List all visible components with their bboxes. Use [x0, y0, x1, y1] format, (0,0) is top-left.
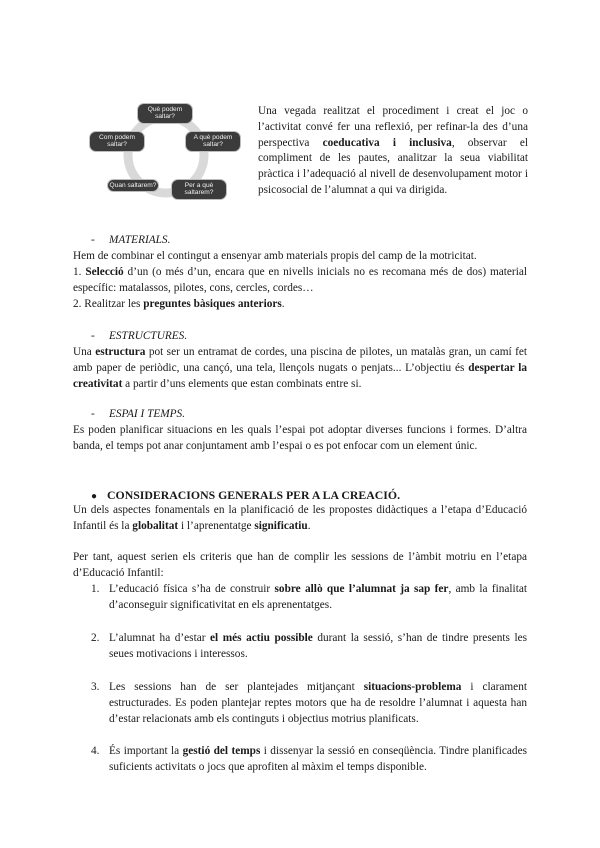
materials-item-2 [73, 297, 285, 313]
intro-paragraph [258, 104, 528, 199]
consideracions-heading-text: CONSIDERACIONS GENERALS PER A LA CREACIÓ. [107, 488, 401, 502]
criteria-item [109, 680, 527, 727]
consideracions-text-1: Un dels aspectes fonamentals en la planificació de les propostes didàctiques a l’etapa d’Educació Infantil és la [73, 504, 527, 532]
consideracions-bold-1: globalitat [132, 519, 179, 532]
criteria-item-text-1: És important la [109, 745, 183, 757]
bullet-icon: ● [91, 491, 98, 502]
criteria-item-bold: sobre allò que l’alumnat ja sap fer [274, 583, 449, 595]
materials-item-1-num: 1. [73, 266, 86, 278]
estructures-bold-2: despertar la creativitat [73, 361, 527, 390]
intro-text-1: Una vegada realitzat el procediment i creat el joc o l’activitat convé fer una reflexió, per refinar-la des d’una perspectiva [258, 105, 528, 149]
criteria-number: 2. [91, 632, 100, 644]
estructures-heading-text: ESTRUCTURES. [109, 330, 188, 342]
materials-item-2-end: . [281, 298, 285, 310]
materials-line-1: Hem de combinar el contingut a ensenyar amb materials propis del camp de la motricitat. [73, 250, 477, 262]
consideracions-intro: Per tant, aquest serien els criteris que han de complir les sessions de l’àmbit motriu en l’etapa d’Educació Infantil: [73, 551, 527, 579]
diagram-box-when: Quan saltarem? [108, 180, 158, 191]
estructures-text-2: pot ser un entramat de cordes, una piscina de pilotes, un matalàs gran, un camí fet amb paper de periòdic, una cançó, una tela, llençols nugats o penjats... L’objectiu és [73, 346, 527, 374]
consideracions-text-2: i l’aprenentatge [178, 519, 255, 532]
criteria-number: 4. [91, 745, 100, 757]
criteria-item-text-2: durant la sessió, s’han de tindre presents les seues motivacions i interessos. [109, 632, 527, 660]
materials-item-1 [73, 265, 527, 297]
diagram-box-what: Què podem saltar? [138, 104, 192, 123]
materials-dash: - [91, 234, 95, 246]
criteria-item-text-1: Les sessions han de ser plantejades mitjançant [109, 681, 364, 693]
estructures-paragraph [73, 345, 527, 392]
criteria-item-text-2: i dissenyar la sessió en conseqüència. Tindre planificades suficients activitats o jocs que aprofiten al màxim el temps disponible. [109, 745, 527, 773]
consideracions-text-3: . [307, 519, 311, 532]
diagram-box-purpose: Per a què saltarem? [172, 180, 226, 199]
criteria-item-bold: gestió del temps [182, 745, 261, 757]
estructures-heading [91, 329, 187, 345]
consideracions-paragraph [73, 503, 527, 535]
criteria-item [109, 582, 527, 614]
criteria-item [109, 631, 527, 663]
materials-item-2-text: 2. Realitzar les [73, 298, 144, 310]
estructures-bold-1: estructura [95, 346, 146, 358]
criteria-item-text-2: i clarament estructurades. Es poden plantejar reptes motors que ha de resoldre l’alumnat i aquesta han d’estar relacionats amb els continguts i objectius motrius planificats. [109, 681, 527, 725]
criteria-item-bold: situacions-problema [363, 681, 462, 693]
intro-bold-1: coeducativa i inclusiva [322, 136, 452, 149]
estructures-text-3: a partir d’uns elements que estan combinats entre si. [122, 377, 362, 390]
espai-dash: - [91, 408, 95, 420]
espai-paragraph: Es poden planificar situacions en les quals l’espai pot adoptar diverses funcions i formes. D’altra banda, el temps pot anar conjuntament amb l’espai o es pot enfocar com un element únic. [73, 424, 527, 452]
criteria-item-text-1: L’alumnat ha d’estar [109, 632, 211, 644]
materials-item-1-text: d’un (o més d’un, encara que en nivells inicials no es recomana més de dos) material específic: matalassos, pilotes, cons, cercles, cordes… [73, 266, 527, 294]
estructures-dash: - [91, 330, 95, 342]
criteria-number: 1. [91, 583, 100, 595]
estructures-text-1: Una [73, 346, 96, 358]
diagram-box-how: Com podem saltar? [90, 132, 144, 151]
cycle-diagram [86, 100, 246, 206]
materials-item-2-bold: preguntes bàsiques anteriors [143, 298, 282, 310]
consideracions-bold-2: significatiu [254, 519, 308, 532]
criteria-number: 3. [91, 681, 100, 693]
criteria-item-text-1: L’educació física s’ha de construir [109, 583, 275, 595]
criteria-item [109, 744, 527, 776]
criteria-item-text-2: , amb la finalitat d’aconseguir significativitat en els aprenentatges. [109, 583, 527, 611]
espai-heading [91, 407, 185, 423]
materials-heading [91, 233, 170, 249]
diagram-box-where: A què podem saltar? [186, 132, 240, 151]
criteria-item-bold: el més actiu possible [210, 632, 313, 644]
intro-text-2: , observar el compliment de les pautes, analitzar la seua viabilitat pràctica i l’adequació al nivell de desenvolupament motor i psicosocial de l’alumnat a qui va dirigida. [258, 136, 528, 196]
materials-heading-text: MATERIALS. [109, 234, 171, 246]
materials-item-1-bold: Selecció [85, 266, 124, 278]
espai-heading-text: ESPAI I TEMPS. [109, 408, 186, 420]
